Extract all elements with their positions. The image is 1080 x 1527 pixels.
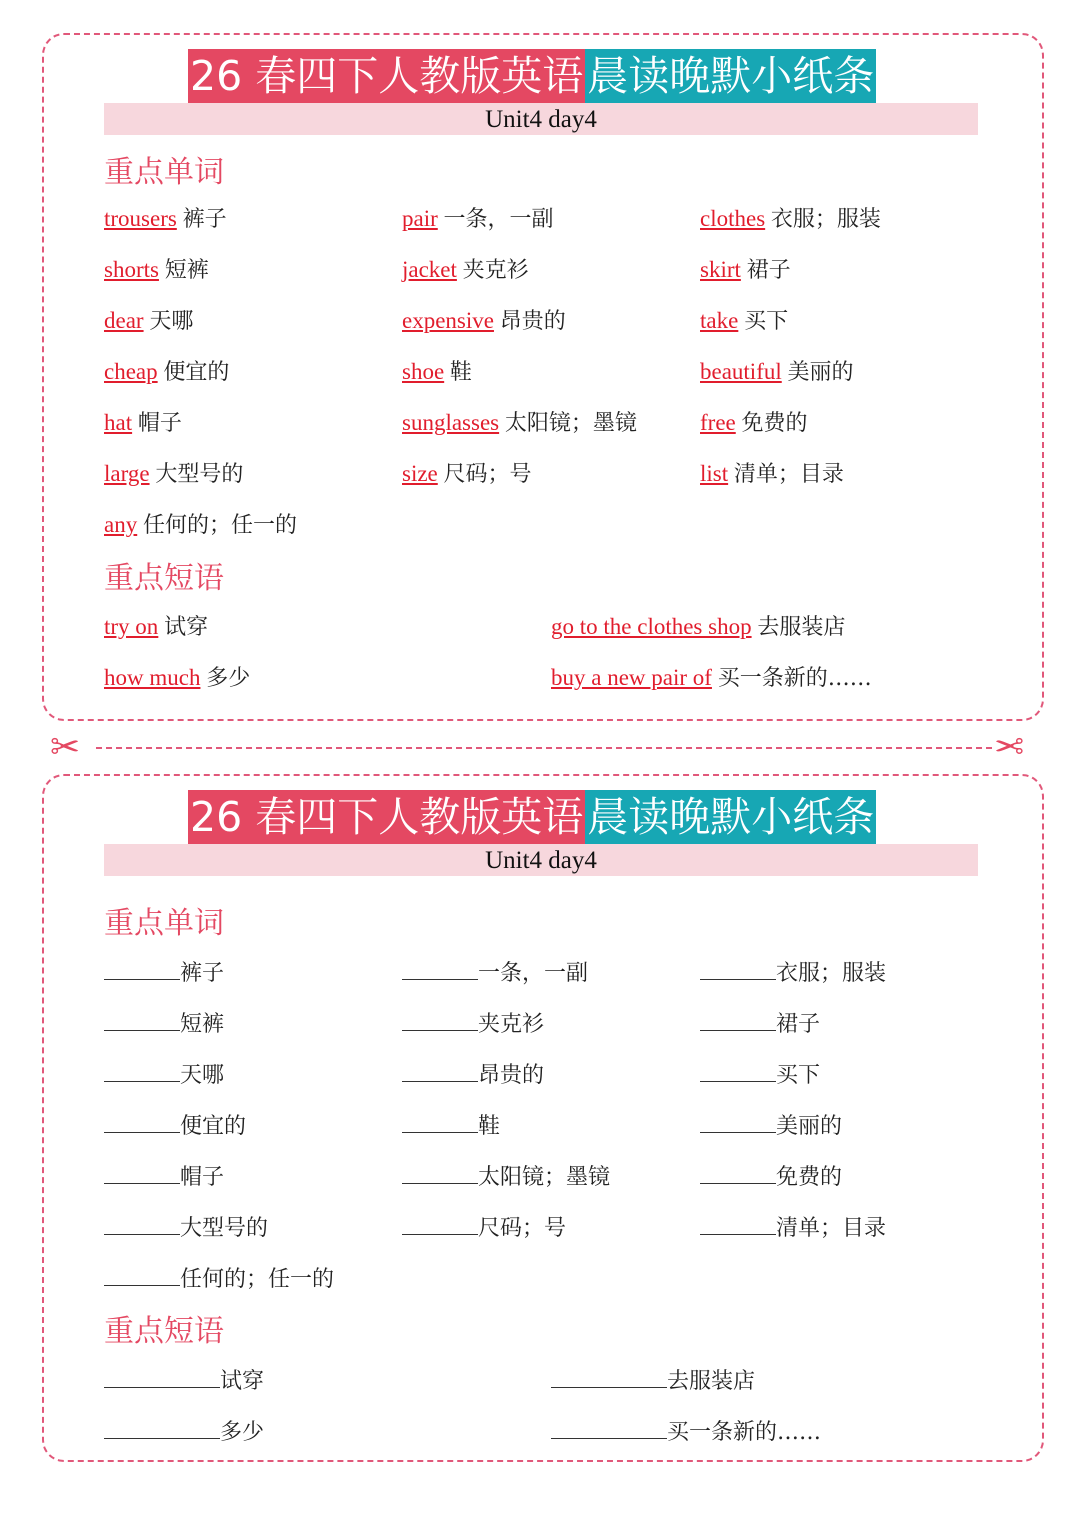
cut-line — [96, 747, 992, 749]
quiz-word-item: 短裤 — [104, 1008, 224, 1040]
word-item: dear 天哪 — [104, 308, 194, 334]
answer-blank[interactable] — [700, 1008, 776, 1031]
answer-blank[interactable] — [104, 1365, 220, 1388]
word-item: shoe 鞋 — [402, 359, 472, 385]
word-item: free 免费的 — [700, 410, 808, 436]
quiz-word-item: 昂贵的 — [402, 1059, 544, 1091]
word-item: large 大型号的 — [104, 461, 244, 487]
word-item: list 清单；目录 — [700, 461, 844, 487]
word-item: shorts 短裤 — [104, 257, 209, 283]
answer-blank[interactable] — [700, 957, 776, 980]
section-heading-words: 重点单词 — [104, 155, 224, 190]
quiz-word-item: 帽子 — [104, 1161, 224, 1193]
answer-blank[interactable] — [402, 1161, 478, 1184]
quiz-phrase-item: 去服装店 — [551, 1365, 755, 1397]
word-item: trousers 裤子 — [104, 206, 227, 232]
title-part1: 26 春四下人教版英语 — [188, 790, 585, 844]
answer-blank[interactable] — [104, 1263, 180, 1286]
quiz-word-item: 裙子 — [700, 1008, 820, 1040]
answer-blank[interactable] — [104, 1110, 180, 1133]
quiz-phrase-item: 试穿 — [104, 1365, 264, 1397]
phrase-item: how much 多少 — [104, 665, 251, 691]
answer-blank[interactable] — [104, 1212, 180, 1235]
quiz-word-item: 尺码；号 — [402, 1212, 566, 1244]
word-item: sunglasses 太阳镜；墨镜 — [402, 410, 637, 436]
word-item: size 尺码；号 — [402, 461, 532, 487]
answer-blank[interactable] — [402, 957, 478, 980]
answer-blank[interactable] — [104, 1161, 180, 1184]
quiz-word-item: 裤子 — [104, 957, 224, 989]
word-item: take 买下 — [700, 308, 789, 334]
answer-blank[interactable] — [104, 1416, 220, 1439]
quiz-word-item: 大型号的 — [104, 1212, 268, 1244]
answer-blank[interactable] — [104, 957, 180, 980]
answer-blank[interactable] — [700, 1212, 776, 1235]
answer-blank[interactable] — [700, 1059, 776, 1082]
word-item: clothes 衣服；服装 — [700, 206, 881, 232]
word-item: expensive 昂贵的 — [402, 308, 566, 334]
title-part1: 26 春四下人教版英语 — [188, 49, 585, 103]
answer-blank[interactable] — [700, 1161, 776, 1184]
quiz-word-item: 太阳镜；墨镜 — [402, 1161, 610, 1193]
quiz-word-item: 清单；目录 — [700, 1212, 886, 1244]
phrase-item: buy a new pair of 买一条新的…… — [551, 665, 872, 691]
answer-blank[interactable] — [551, 1416, 667, 1439]
word-item: beautiful 美丽的 — [700, 359, 854, 385]
word-item: skirt 裙子 — [700, 257, 791, 283]
scissors-right-icon: ✂ — [994, 727, 1025, 768]
unit-subtitle: Unit4 day4 — [104, 103, 978, 135]
phrase-item: go to the clothes shop 去服装店 — [551, 614, 846, 640]
quiz-word-item: 鞋 — [402, 1110, 500, 1142]
section-heading-phrases: 重点短语 — [104, 1314, 224, 1349]
word-item: pair 一条，一副 — [402, 206, 554, 232]
title-part2: 晨读晚默小纸条 — [585, 790, 876, 844]
section-heading-phrases: 重点短语 — [104, 561, 224, 596]
answer-blank[interactable] — [402, 1212, 478, 1235]
unit-subtitle: Unit4 day4 — [104, 844, 978, 876]
quiz-word-item: 衣服；服装 — [700, 957, 886, 989]
vocab-card-quiz — [42, 774, 1044, 1462]
title-part2: 晨读晚默小纸条 — [585, 49, 876, 103]
word-item: jacket 夹克衫 — [402, 257, 529, 283]
scissors-left-icon: ✂ — [50, 727, 81, 768]
quiz-phrase-item: 买一条新的…… — [551, 1416, 821, 1448]
answer-blank[interactable] — [551, 1365, 667, 1388]
quiz-word-item: 免费的 — [700, 1161, 842, 1193]
quiz-word-item: 美丽的 — [700, 1110, 842, 1142]
phrase-item: try on 试穿 — [104, 614, 209, 640]
answer-blank[interactable] — [402, 1008, 478, 1031]
answer-blank[interactable] — [700, 1110, 776, 1133]
vocab-card-answers — [42, 33, 1044, 721]
quiz-word-item: 天哪 — [104, 1059, 224, 1091]
quiz-word-item: 一条，一副 — [402, 957, 588, 989]
word-item: cheap 便宜的 — [104, 359, 230, 385]
word-item: hat 帽子 — [104, 410, 182, 436]
quiz-word-item: 夹克衫 — [402, 1008, 544, 1040]
answer-blank[interactable] — [402, 1110, 478, 1133]
card-title — [188, 790, 876, 844]
quiz-word-item: 任何的；任一的 — [104, 1263, 334, 1295]
answer-blank[interactable] — [104, 1008, 180, 1031]
quiz-word-item: 买下 — [700, 1059, 820, 1091]
quiz-phrase-item: 多少 — [104, 1416, 264, 1448]
answer-blank[interactable] — [402, 1059, 478, 1082]
section-heading-words: 重点单词 — [104, 906, 224, 941]
word-item: any 任何的；任一的 — [104, 512, 297, 538]
quiz-word-item: 便宜的 — [104, 1110, 246, 1142]
answer-blank[interactable] — [104, 1059, 180, 1082]
card-title — [188, 49, 876, 103]
